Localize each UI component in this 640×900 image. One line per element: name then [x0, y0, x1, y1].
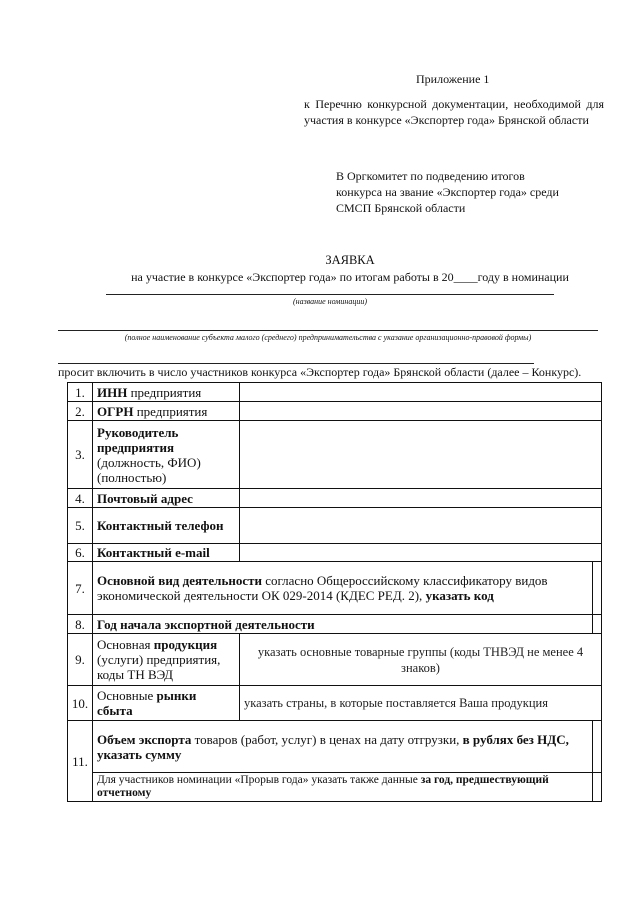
table-row-director: [68, 421, 602, 489]
document-title: ЗАЯВКА: [325, 253, 375, 267]
request-text: просит включить в число участников конкурса «Экспортер года» Брянской области (далее – Конкурс).: [58, 365, 582, 379]
label-bold-2: в рублях без НДС, указать сумму: [97, 731, 569, 762]
nomination-line: [106, 294, 554, 295]
table-row-email: [68, 544, 602, 562]
row-number: 9.: [68, 634, 93, 686]
label-bold: Контактный e-mail: [97, 545, 210, 560]
label-rest: Для участников номинации «Прорыв года» указать также данные: [97, 774, 421, 786]
label-bold: рынки сбыта: [97, 688, 197, 718]
label-rest: предприятия: [127, 384, 202, 400]
field-value-address[interactable]: [240, 489, 602, 508]
label-rest: товаров (работ, услуг) в ценах на дату отгрузки,: [191, 731, 463, 747]
field-value-email[interactable]: [240, 544, 602, 562]
label-bold: Объем экспорта: [97, 731, 192, 747]
label-rest: (должность, ФИО) (полностью): [97, 454, 201, 485]
table-row-activity: [68, 562, 602, 615]
entity-name-caption: (полное наименование субъекта малого (среднего) предпринимательства с указание организационно-правовой формы): [124, 333, 532, 342]
label-bold: продукция: [153, 637, 218, 652]
addressee-block: [336, 168, 559, 216]
label-rest-2: (услуги) предприятия, коды ТН ВЭД: [97, 652, 221, 682]
row-number: 3.: [68, 421, 93, 489]
addressee-line-2: конкурса на звание «Экспортер года» среди: [336, 185, 559, 199]
field-value-ogrn[interactable]: [240, 402, 602, 421]
field-value-activity[interactable]: [593, 562, 602, 615]
field-label-director: [93, 421, 240, 489]
field-value-markets[interactable]: указать страны, в которые поставляется Ваша продукция: [240, 686, 602, 721]
row-number: 8.: [68, 615, 93, 634]
field-label-inn: [93, 383, 240, 402]
label-rest: предприятия: [133, 403, 208, 419]
field-value-phone[interactable]: [240, 508, 602, 544]
field-label-email: [93, 544, 240, 562]
label-bold-code: указать код: [425, 588, 494, 603]
application-form-table: [67, 382, 602, 802]
table-row-export-previous: [68, 773, 602, 802]
appendix-note: к Перечню конкурсной документации, необходимой для участия в конкурсе «Экспортер года» Брянской области: [304, 97, 604, 127]
field-value-products[interactable]: указать основные товарные группы (коды ТНВЭД не менее 4 знаков): [240, 634, 602, 686]
field-label-address: [93, 489, 240, 508]
field-value-export-previous[interactable]: [593, 773, 602, 802]
entity-name-line: [58, 330, 598, 331]
label-bold: Основной вид деятельности: [97, 573, 262, 588]
row-number: 1.: [68, 383, 93, 402]
entity-name-line-2: [58, 363, 534, 364]
field-value-export-volume[interactable]: [593, 721, 602, 773]
table-row-ogrn: [68, 402, 602, 421]
field-label-products: [93, 634, 240, 686]
label-rest: согласно Общероссийскому классификатору видов экономической деятельности ОК 029-2014 (КДЕС РЕД. 2),: [97, 573, 548, 603]
table-row-products: [68, 634, 602, 686]
label-bold: Руководитель предприятия: [97, 424, 179, 455]
label-bold: Год начала экспортной деятельности: [97, 616, 315, 632]
addressee-line-3: СМСП Брянской области: [336, 201, 466, 215]
table-row-phone: [68, 508, 602, 544]
document-subtitle: на участие в конкурсе «Экспортер года» по итогам работы в 20____году в номинации: [131, 270, 569, 284]
field-label-export-volume: [93, 721, 593, 773]
field-value-export-start[interactable]: [593, 615, 602, 634]
field-label-export-start: [93, 615, 593, 634]
row-number: 7.: [68, 562, 93, 615]
row-number: 4.: [68, 489, 93, 508]
row-number: 2.: [68, 402, 93, 421]
label-bold: ОГРН: [97, 403, 134, 419]
row-number: 5.: [68, 508, 93, 544]
field-label-activity: [93, 562, 593, 615]
addressee-line-1: В Оргкомитет по подведению итогов: [336, 169, 525, 183]
table-row-export-volume: [68, 721, 602, 773]
label-bold: ИНН: [97, 384, 128, 400]
field-label-markets: [93, 686, 240, 721]
row-number: 10.: [68, 686, 93, 721]
label-rest: Основные: [97, 688, 157, 703]
field-label-export-previous: [93, 773, 593, 802]
table-row-address: [68, 489, 602, 508]
nomination-caption: (название номинации): [292, 297, 368, 306]
row-number: 11.: [68, 721, 93, 802]
label-bold: Почтовый адрес: [97, 490, 193, 506]
label-bold: Контактный телефон: [97, 518, 224, 533]
field-value-inn[interactable]: [240, 383, 602, 402]
table-row-inn: [68, 383, 602, 402]
table-row-export-start: [68, 615, 602, 634]
label-rest: Основная: [97, 637, 154, 652]
field-label-phone: [93, 508, 240, 544]
label-bold: за год, предшествующий отчетному: [97, 774, 549, 799]
appendix-title: Приложение 1: [416, 72, 490, 86]
field-value-director[interactable]: [240, 421, 602, 489]
field-label-ogrn: [93, 402, 240, 421]
row-number: 6.: [68, 544, 93, 562]
table-row-markets: [68, 686, 602, 721]
